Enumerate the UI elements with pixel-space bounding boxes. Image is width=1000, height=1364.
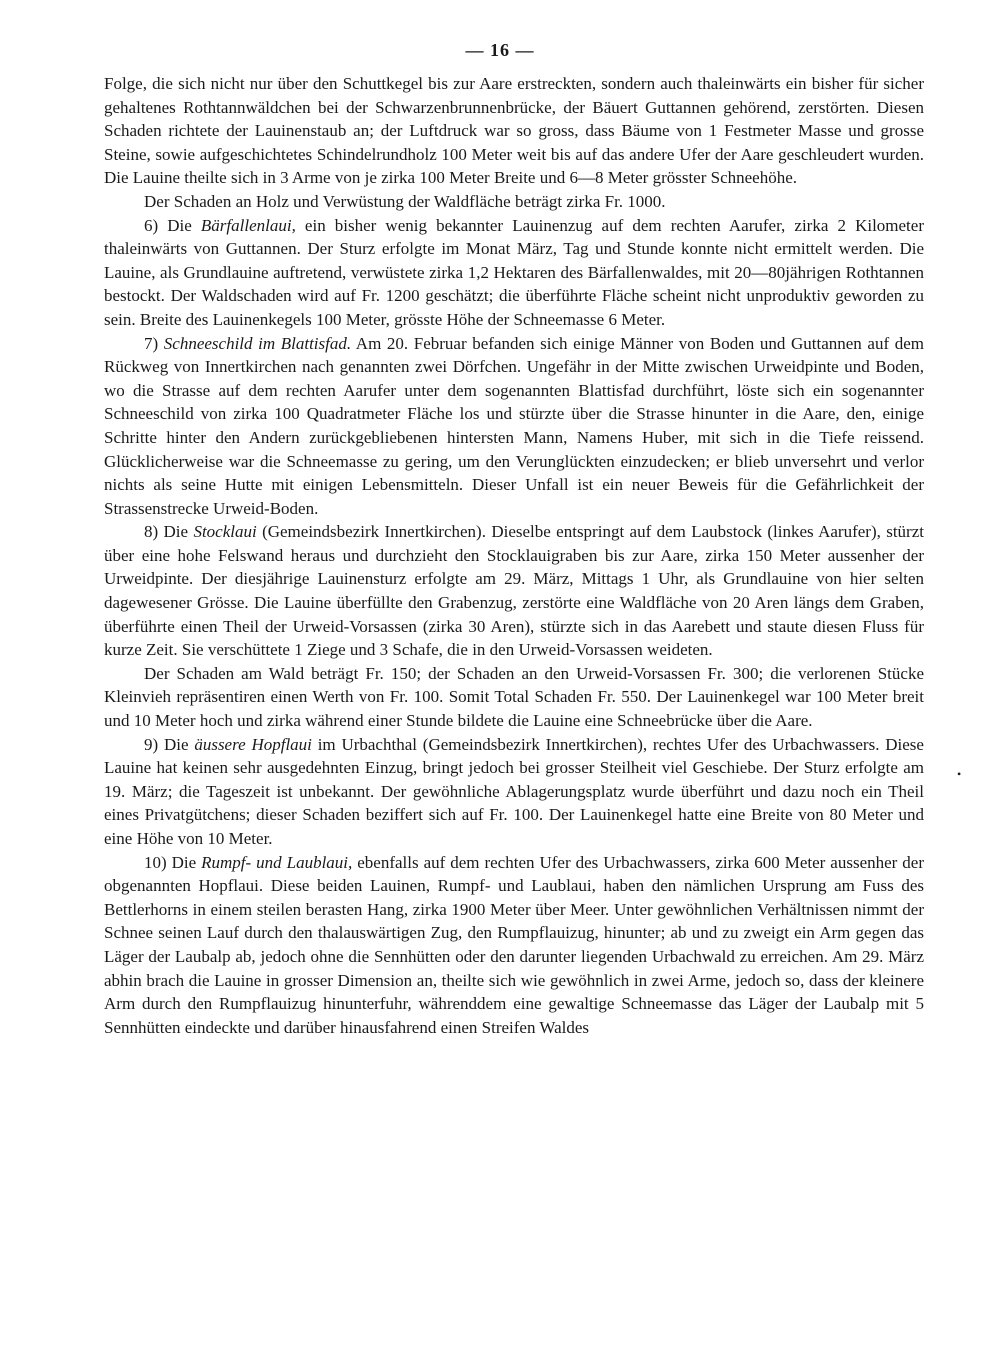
paragraph-heading: Rumpf- und Laublaui, bbox=[201, 852, 353, 872]
paragraph-item-7 bbox=[104, 332, 924, 521]
paragraph-text: Folge, die sich nicht nur über den Schuttkegel bis zur Aare erstreckten, sondern auch thaleinwärts ein bisher für sicher gehaltenes Rothtannwäldchen bei der Schwarzenbrunnenbrücke, der Bäuert Guttannen gehörend, zerstörten. Diesen Schaden richtete der Lauinenstaub an; der Luftdruck war so gross, dass Bäume von 1 Festmeter Masse und grosse Steine, sowie aufgeschichtetes Schindelrundholz 100 Meter weit bis auf das andere Ufer der Aare geschleudert wurden. Die Lauine theilte sich in 3 Arme von je zirka 100 Meter Breite und 6—8 Meter grösster Schneehöhe. bbox=[104, 74, 924, 188]
paragraph-text: ebenfalls auf dem rechten Ufer des Urbachwassers, zirka 600 Meter aussenher der obgenannten Hopflaui. Diese beiden Lauinen, Rumpf- und Laublaui, haben den nämlichen Ursprung am Fuss des Bettlerhorns in einem steilen berasten Hang, zirka 1900 Meter über Meer. Unter gewöhnlichen Verhältnissen nimmt der Schnee seinen Lauf durch den thalauswärtigen Zug, den Rumpflauizug, hinunter; ab und zu zweigt ein Arm gegen das Läger der Laubalp ab, jedoch ohne die Sennhütten oder den darunter liegenden Urbachwald zu erreichen. Am 29. März abhin brach die Lauine in grosser Dimension an, theilte sich wie gewöhnlich in zwei Arme, jedoch so, dass der kleinere Arm durch den Rumpflauizug hinunterfuhr, währenddem eine gewaltige Schneemasse das Läger der Laubalp mit 5 Sennhütten eindeckte und darüber hinausfahrend einen Streifen Waldes bbox=[104, 852, 924, 1037]
margin-dot: • bbox=[957, 767, 962, 781]
paragraph-heading: Bärfallenlaui, bbox=[200, 215, 296, 235]
paragraph-text: 8) Die bbox=[144, 522, 194, 542]
paragraph-item-8 bbox=[104, 520, 924, 662]
paragraph-text: 6) Die bbox=[144, 215, 201, 235]
paragraph-continuation bbox=[104, 72, 924, 190]
paragraph-text: Der Schaden am Wald beträgt Fr. 150; der Schaden an den Urweid-Vorsassen Fr. 300; die verlorenen Stücke Kleinvieh repräsentiren einen Werth von Fr. 100. Somit Total Schaden Fr. 550. Der Lauinenkegel war 100 Meter breit und 10 Meter hoch und zirka während einer Stunde bildete die Lauine eine Schneebrücke über die Aare. bbox=[104, 663, 924, 731]
paragraph-heading: Stocklaui bbox=[193, 522, 257, 542]
paragraph-text: (Gemeindsbezirk Innertkirchen). Dieselbe entspringt auf dem Laubstock (linkes Aarufer), stürzt über eine hohe Felswand heraus und durchzieht den Stocklauigraben bis zur Aare, zirka 150 Meter aussenher der Urweidpinte. Der diesjährige Lauinensturz erfolgte am 29. März, Mittags 1 Uhr, als Grundlauine von hier selten dagewesener Grösse. Die Lauine überfüllte den Grabenzug, zerstörte eine Waldfläche von 20 Aren längs dem Graben, überführte einen Theil der Urweid-Vorsassen (zirka 30 Aren), stürzte sich in das Aarebett und staute diesen Fluss für kurze Zeit. Sie verschüttete 1 Ziege und 3 Schafe, die in den Urweid-Vorsassen weideten. bbox=[104, 522, 924, 660]
paragraph-heading: Schneeschild im Blattisfad. bbox=[163, 333, 352, 353]
paragraph-item-6 bbox=[104, 214, 924, 332]
paragraph-item-8-damage bbox=[104, 662, 924, 733]
paragraph-text: ein bisher wenig bekannter Lauinenzug auf dem rechten Aarufer, zirka 2 Kilometer thaleinwärts von Guttannen. Der Sturz erfolgte im Monat März, Tag und Stunde konnte nicht ermittelt werden. Die Lauine, als Grundlauine auftretend, verwüstete zirka 1,2 Hektaren des Bärfallenwaldes, mit 20—80jährigen Rothtannen bestockt. Der Waldschaden wird auf Fr. 1200 geschätzt; die überführte Fläche scheint nicht unproduktiv geworden zu sein. Breite des Lauinenkegels 100 Meter, grösste Höhe der Schneemasse 6 Meter. bbox=[104, 215, 924, 329]
paragraph-text: Am 20. Februar befanden sich einige Männer von Boden und Guttannen auf dem Rückweg von Innertkirchen nach genannten zwei Dörfchen. Ungefähr in der Mitte zwischen Urweidpinte und Boden, wo die Strasse auf dem rechten Aarufer unter dem sogenannten Blattisfad durchführt, löste sich ein sogenannter Schneeschild von zirka 100 Quadratmeter Fläche los und stürzte über die Strasse hinunter in die Aare, den, einige Schritte hinter den Andern zurückgebliebenen hintersten Mann, Namens Huber, mit sich in die Tiefe reissend. Glücklicherweise war die Schneemasse zu gering, um den Verunglückten einzudecken; er blieb unversehrt und verlor nichts als seine Hutte mit einigen Lebensmitteln. Dieser Unfall ist ein neuer Beweis für die Gefährlichkeit der Strassenstrecke Urweid-Boden. bbox=[104, 333, 924, 518]
paragraph-item-9 bbox=[104, 733, 924, 851]
paragraph-damage-summary bbox=[104, 190, 924, 214]
paragraph-heading: äussere Hopflaui bbox=[194, 734, 312, 754]
paragraph-item-10 bbox=[104, 851, 924, 1040]
body-text bbox=[104, 72, 924, 1039]
paragraph-text: Der Schaden an Holz und Verwüstung der Waldfläche beträgt zirka Fr. 1000. bbox=[144, 191, 666, 211]
paragraph-text: 9) Die bbox=[144, 734, 195, 754]
paragraph-text: 7) bbox=[144, 333, 164, 353]
page-number: — 16 — bbox=[465, 40, 535, 60]
paragraph-text: 10) Die bbox=[144, 852, 202, 872]
paragraph-text: im Urbachthal (Gemeindsbezirk Innertkirchen), rechtes Ufer des Urbachwassers. Diese Lauine hat keinen sehr ausgedehnten Einzug, bringt jedoch bei grosser Steilheit viel Geschiebe. Der Sturz erfolgte am 19. März; die Tageszeit ist unbekannt. Der gewöhnliche Ablagerungsplatz wurde überführt und dazu noch ein Theil eines Privatgütchens; dieser Schaden beziffert sich auf Fr. 100. Der Lauinenkegel hatte eine Breite von 80 Meter und eine Höhe von 10 Meter. bbox=[104, 734, 924, 848]
